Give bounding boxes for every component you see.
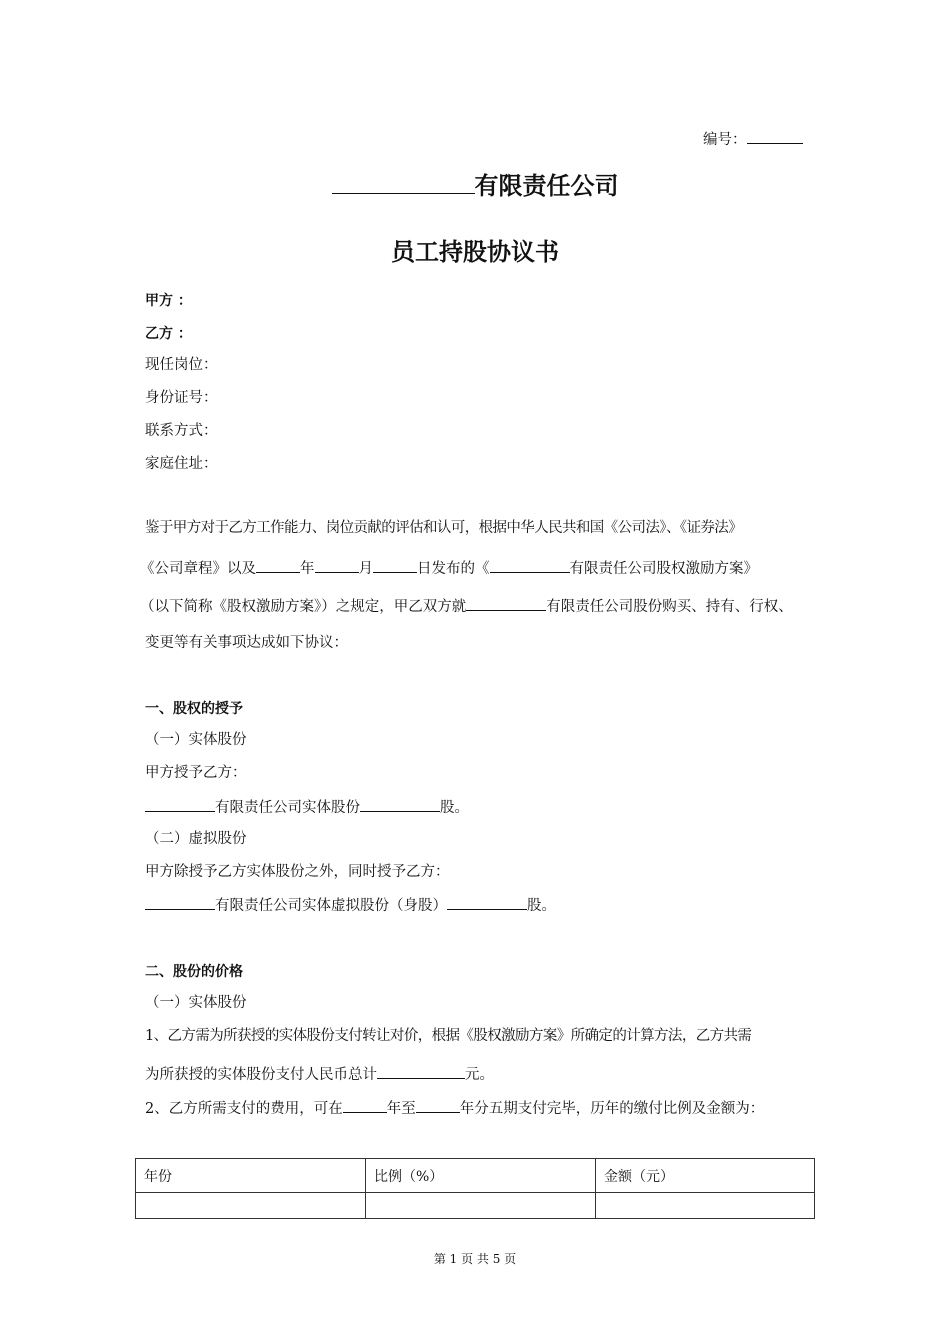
plan-title: 有限责任公司股权激励方案》 bbox=[569, 561, 758, 577]
document-number bbox=[703, 128, 803, 150]
payment-text: 年分五期支付完毕，历年的缴付比例及金额为： bbox=[459, 1101, 765, 1117]
section1-sub1: （一）实体股份 bbox=[145, 732, 247, 748]
month-label: 月 bbox=[358, 561, 373, 577]
table-cell-ratio[interactable] bbox=[366, 1193, 596, 1219]
position-label: 现任岗位： bbox=[145, 357, 218, 373]
table-cell-year[interactable] bbox=[136, 1193, 366, 1219]
share-unit: 股。 bbox=[440, 800, 469, 816]
document-number-blank bbox=[747, 128, 803, 144]
intro-line-1: 鉴于甲方对于乙方工作能力、岗位贡献的评估和认可，根据中华人民共和国《公司法》、《证券法》 bbox=[145, 520, 743, 536]
document-title: 员工持股协议书 bbox=[391, 237, 559, 266]
intro-text: 《公司章程》以及 bbox=[140, 561, 256, 577]
plan-company-blank bbox=[490, 557, 570, 573]
share-count-blank bbox=[447, 894, 527, 910]
company-blank bbox=[145, 894, 215, 910]
contact-label: 联系方式： bbox=[145, 423, 218, 439]
document-number-label: 编号： bbox=[703, 132, 747, 148]
section1-sub1-line1: 甲方授予乙方： bbox=[145, 765, 247, 781]
intro-line-2 bbox=[140, 557, 758, 579]
company-suffix: 有限责任公司 bbox=[474, 171, 619, 200]
share-count-blank bbox=[360, 796, 440, 812]
table-header-row bbox=[136, 1159, 815, 1193]
payment-table bbox=[135, 1158, 815, 1219]
section2-para1-line1: 1、乙方需为所获授的实体股份支付转让对价，根据《股权激励方案》所确定的计算方法，乙方共需 bbox=[145, 1028, 752, 1044]
table-cell-amount[interactable] bbox=[596, 1193, 815, 1219]
id-number-label: 身份证号： bbox=[145, 390, 218, 406]
table-row bbox=[136, 1193, 815, 1219]
month-blank bbox=[315, 557, 359, 573]
section1-heading: 一、股权的授予 bbox=[145, 701, 243, 717]
payment-text: 2、乙方所需支付的费用，可在 bbox=[145, 1101, 343, 1117]
section1-sub1-line2 bbox=[145, 796, 469, 818]
company-blank bbox=[145, 796, 215, 812]
party-b-label: 乙方 ： bbox=[145, 326, 192, 342]
party-a-label: 甲方 ： bbox=[145, 293, 192, 309]
section2-heading: 二、股份的价格 bbox=[145, 964, 243, 980]
share-unit: 股。 bbox=[527, 898, 556, 914]
amount-blank bbox=[377, 1063, 465, 1079]
currency-unit: 元。 bbox=[465, 1067, 494, 1083]
intro-line-4: 变更等有关事项达成如下协议： bbox=[145, 635, 348, 651]
year-blank bbox=[256, 557, 300, 573]
table-header-amount: 金额（元） bbox=[596, 1159, 815, 1193]
section1-sub2-line1: 甲方除授予乙方实体股份之外，同时授予乙方： bbox=[145, 864, 450, 880]
table-header-year: 年份 bbox=[136, 1159, 366, 1193]
table-header-ratio: 比例（%） bbox=[366, 1159, 596, 1193]
end-year-blank bbox=[416, 1097, 460, 1113]
share-text: 有限责任公司实体股份 bbox=[215, 800, 360, 816]
intro-text: 有限责任公司股份购买、持有、行权、 bbox=[546, 599, 793, 615]
day-blank bbox=[373, 557, 417, 573]
section2-sub1: （一）实体股份 bbox=[145, 995, 247, 1011]
year-label: 年 bbox=[300, 561, 315, 577]
payment-text: 为所获授的实体股份支付人民币总计 bbox=[145, 1067, 377, 1083]
company-blank bbox=[466, 595, 546, 611]
day-label: 日发布的《 bbox=[417, 561, 490, 577]
company-name-blank bbox=[332, 171, 475, 194]
start-year-blank bbox=[343, 1097, 387, 1113]
section1-sub2-line2 bbox=[145, 894, 556, 916]
intro-text: （以下简称《股权激励方案》）之规定，甲乙双方就 bbox=[140, 599, 467, 615]
share-text: 有限责任公司实体虚拟股份（身股） bbox=[215, 898, 447, 914]
section1-sub2: （二）虚拟股份 bbox=[145, 831, 247, 847]
section2-para1-line2 bbox=[145, 1063, 494, 1085]
address-label: 家庭住址： bbox=[145, 456, 218, 472]
company-title bbox=[0, 166, 950, 201]
section2-para2 bbox=[145, 1097, 764, 1119]
page-number: 第 1 页 共 5 页 bbox=[433, 1252, 517, 1266]
payment-text: 年至 bbox=[386, 1101, 416, 1117]
intro-line-3 bbox=[140, 595, 793, 617]
